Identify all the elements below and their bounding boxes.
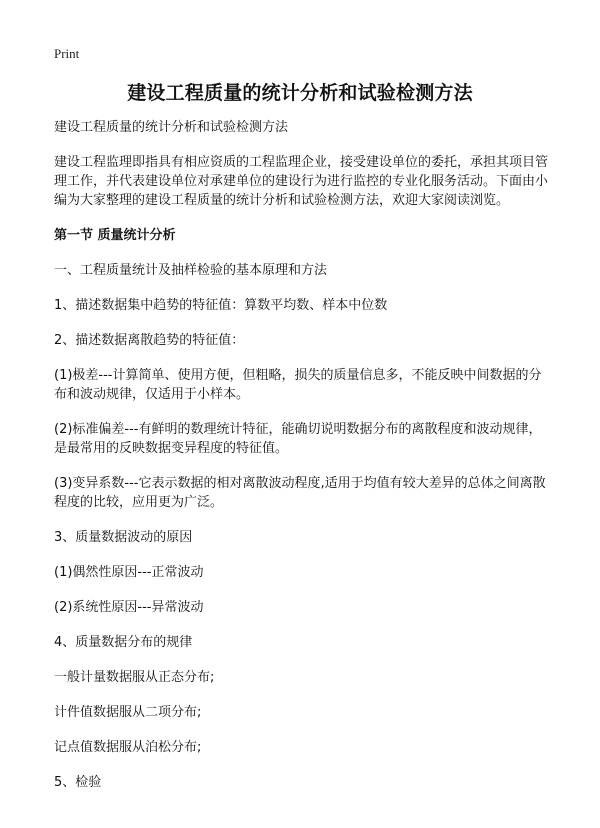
list-item: 记点值数据服从泊松分布;: [54, 740, 202, 755]
list-item: 4、质量数据分布的规律: [54, 635, 193, 650]
list-item: 2、描述数据离散趋势的特征值：: [54, 333, 245, 348]
intro-paragraph: 建设工程监理即指具有相应资质的工程监理企业，接受建设单位的委托，承担其项目管理工作，并代表建设单位对承建单位的建设行为进行监控的专业化服务活动。下面由小编为大家整理的建设工程质量的统计分析和试验检测方法，欢迎大家阅读浏览。: [54, 155, 549, 208]
document-body: [54, 118, 554, 792]
list-item: 计件值数据服从二项分布;: [54, 705, 202, 720]
subtitle-paragraph: 建设工程质量的统计分析和试验检测方法: [54, 120, 289, 135]
print-label: Print: [54, 46, 80, 61]
list-item: (3)变异系数---它表示数据的相对离散波动程度,适用于均值有较大差异的总体之间离散程度的比较，应用更为广泛。: [54, 476, 546, 510]
list-item: (1)偶然性原因---正常波动: [54, 565, 204, 580]
subsection-heading: 一、工程质量统计及抽样检验的基本原理和方法: [54, 263, 328, 278]
list-item: 5、检验: [54, 775, 102, 790]
list-item: 1、描述数据集中趋势的特征值：算数平均数、样本中位数: [54, 298, 388, 313]
list-item: (2)标准偏差---有鲜明的数理统计特征，能确切说明数据分布的离散程度和波动规律，是最常用的反映数据变异程度的特征值。: [54, 422, 542, 456]
list-item: 一般计量数据服从正态分布;: [54, 670, 215, 685]
section-heading: 第一节 质量统计分析: [54, 228, 176, 243]
document-title: 建设工程质量的统计分析和试验检测方法: [127, 82, 473, 104]
list-item: (2)系统性原因---异常波动: [54, 600, 204, 615]
list-item: 3、质量数据波动的原因: [54, 530, 193, 545]
list-item: (1)极差---计算简单、使用方便，但粗略，损失的质量信息多，不能反映中间数据的分布和波动规律，仅适用于小样本。: [54, 368, 542, 402]
